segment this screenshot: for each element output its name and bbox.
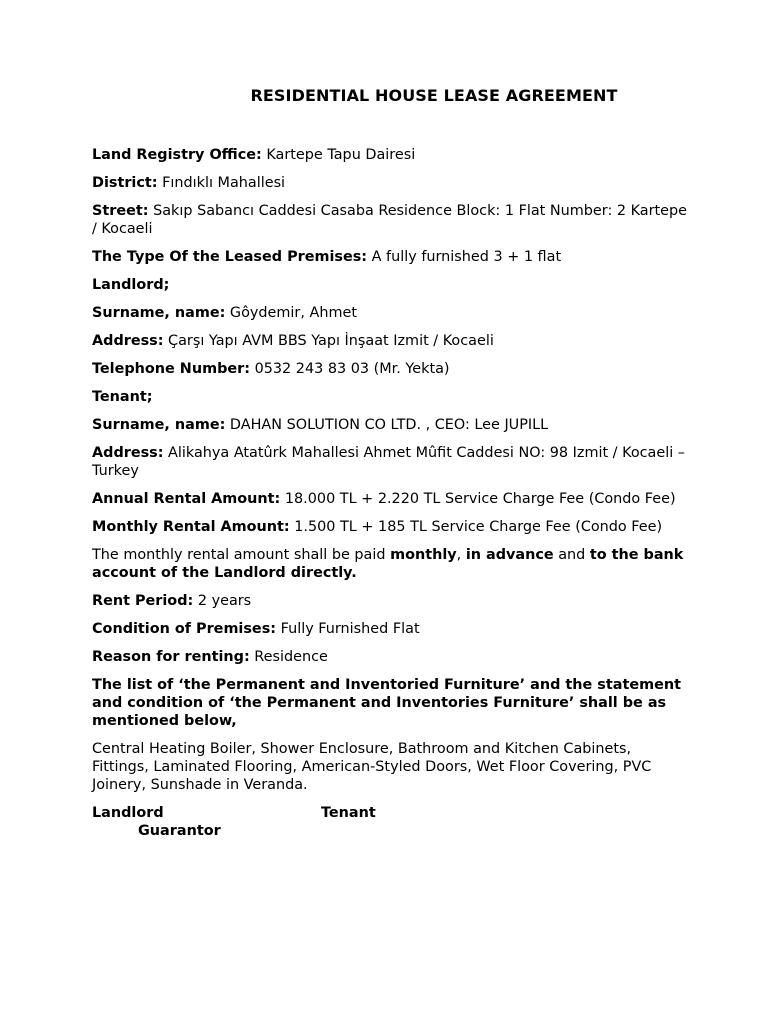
furniture-list: Central Heating Boiler, Shower Enclosure, Bathroom and Kitchen Cabinets, Fittings, Laminated Flooring, American-Styled Doors, Wet Floor Covering, PVC Joinery, Sunshade in Veranda.: [92, 741, 652, 793]
monthly-rent-label: Monthly Rental Amount:: [92, 519, 290, 535]
payment-terms-text-1: The monthly rental amount shall be paid: [92, 547, 391, 563]
landlord-address-label: Address:: [92, 333, 164, 349]
tenant-name-field: [92, 416, 692, 434]
payment-terms-bank-account: to the bank account of the Landlord directly.: [92, 547, 684, 581]
rent-period-value: 2 years: [193, 593, 252, 609]
premises-type-value: A fully furnished 3 + 1 flat: [367, 249, 562, 265]
annual-rent-label: Annual Rental Amount:: [92, 491, 281, 507]
tenant-address-value: Alikahya Atatûrk Mahallesi Ahmet Mûfit Caddesi NO: 98 Izmit / Kocaeli – Turkey: [92, 445, 685, 479]
reason-value: Residence: [249, 649, 328, 665]
condition-field: [92, 620, 692, 638]
district-value: Fındıklı Mahallesi: [157, 175, 286, 191]
monthly-rent-field: [92, 518, 692, 536]
land-registry-label: Land Registry Office:: [92, 147, 262, 163]
landlord-name-value: Gôydemir, Ahmet: [225, 305, 357, 321]
reason-field: [92, 648, 692, 666]
landlord-heading: Landlord;: [92, 277, 170, 293]
landlord-name-label: Surname, name:: [92, 305, 226, 321]
tenant-address-label: Address:: [92, 445, 164, 461]
document-body: [92, 146, 692, 840]
payment-terms-in-advance: in advance: [465, 547, 554, 563]
rent-period-field: [92, 592, 692, 610]
payment-terms-monthly: monthly: [390, 547, 457, 563]
payment-terms-paragraph: [92, 546, 692, 582]
condition-value: Fully Furnished Flat: [276, 621, 420, 637]
landlord-phone-value: 0532 243 83 03 (Mr. Yekta): [250, 361, 450, 377]
street-value: Sakıp Sabancı Caddesi Casaba Residence Block: 1 Flat Number: 2 Kartepe / Kocaeli: [92, 203, 687, 237]
premises-type-label: The Type Of the Leased Premises:: [92, 249, 368, 265]
land-registry-value: Kartepe Tapu Dairesi: [261, 147, 416, 163]
furniture-heading: The list of ‘the Permanent and Inventoried Furniture’ and the statement and condition of ‘the Permanent and Inventories Furniture’ shall be as mentioned below,: [92, 677, 681, 729]
tenant-address-field: [92, 444, 692, 480]
signature-landlord: Landlord: [92, 805, 164, 821]
signature-tenant: Tenant: [321, 805, 376, 821]
rent-period-label: Rent Period:: [92, 593, 194, 609]
signature-guarantor: Guarantor: [138, 823, 221, 839]
condition-label: Condition of Premises:: [92, 621, 277, 637]
landlord-name-field: [92, 304, 692, 322]
premises-type-field: [92, 248, 692, 266]
tenant-name-value: DAHAN SOLUTION CO LTD. , CEO: Lee JUPILL: [225, 417, 549, 433]
payment-terms-text-3: and: [553, 547, 590, 563]
tenant-name-label: Surname, name:: [92, 417, 226, 433]
monthly-rent-value: 1.500 TL + 185 TL Service Charge Fee (Condo Fee): [289, 519, 663, 535]
district-label: District:: [92, 175, 158, 191]
landlord-phone-field: [92, 360, 692, 378]
street-label: Street:: [92, 203, 149, 219]
district-field: [92, 174, 692, 192]
signature-row: [92, 804, 692, 822]
street-field: [92, 202, 692, 238]
landlord-address-field: [92, 332, 692, 350]
landlord-address-value: Çarşı Yapı AVM BBS Yapı İnşaat Izmit / Kocaeli: [163, 333, 494, 349]
document-title: RESIDENTIAL HOUSE LEASE AGREEMENT: [250, 86, 618, 105]
annual-rent-field: [92, 490, 692, 508]
tenant-heading: Tenant;: [92, 389, 153, 405]
reason-label: Reason for renting:: [92, 649, 250, 665]
landlord-phone-label: Telephone Number:: [92, 361, 251, 377]
annual-rent-value: 18.000 TL + 2.220 TL Service Charge Fee (Condo Fee): [280, 491, 676, 507]
land-registry-field: [92, 146, 692, 164]
payment-terms-text-2: ,: [456, 547, 466, 563]
